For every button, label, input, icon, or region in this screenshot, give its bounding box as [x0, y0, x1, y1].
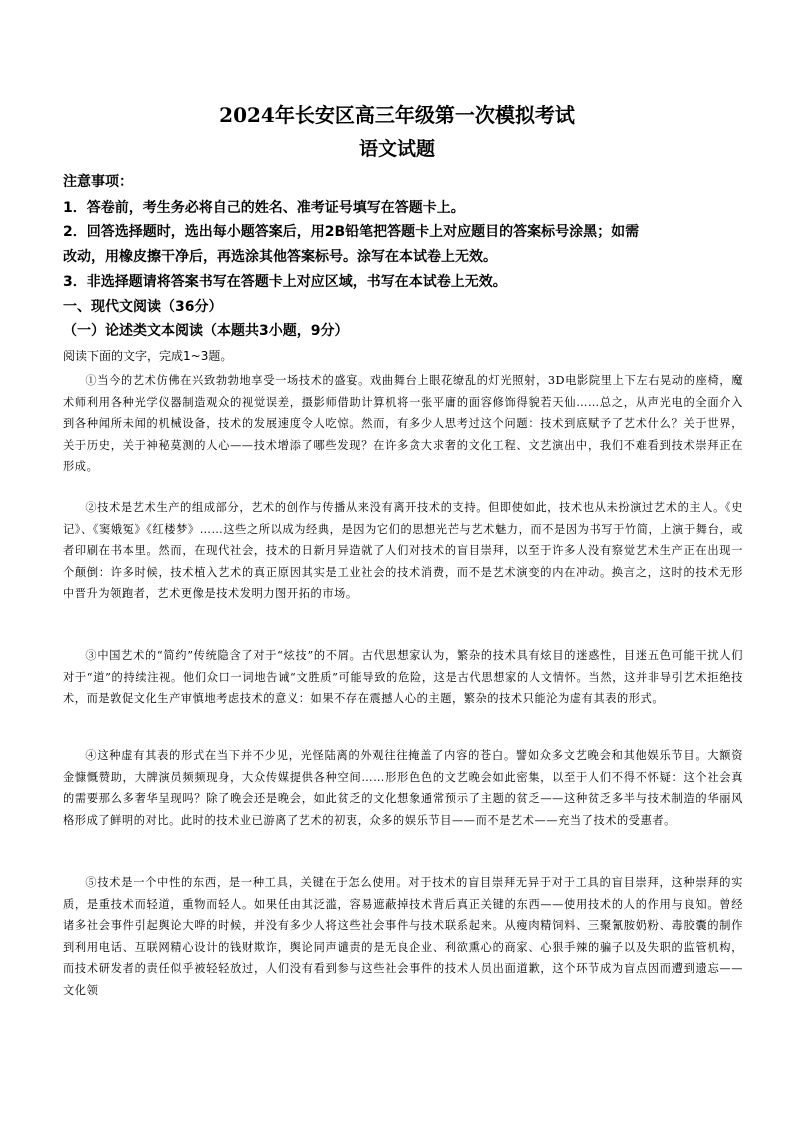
passage-paragraph-4: ④这种虚有其表的形式在当下并不少见，光怪陆离的外观往往掩盖了内容的苍白。譬如众多文艺晚会和其他娱乐节目。大额资金慷慨赞助，大牌演员频频现身，大众传媒提供各种空间……形形色色的文艺晚会如此密集，以至于人们不得不怀疑：这个社会真的需要那么多奢华呈现吗？除了晚会还是晚会，如此贫乏的文化想象通常预示了主题的贫乏——这种贫乏多半与技术制造的华丽风格形成了鲜明的对比。此时的技术业已游离了艺术的初衷，众多的娱乐节目——而不是艺术——充当了技术的受惠者。: [63, 749, 743, 827]
section-heading: 一、现代文阅读（36分）: [63, 299, 223, 315]
notice-item-2-line-2: 改动，用橡皮擦干净后，再选涂其他答案标号。涂写在本试卷上无效。: [63, 249, 497, 265]
exam-subtitle: 语文试题: [358, 138, 435, 160]
passage-paragraph-3: ③中国艺术的“简约”传统隐含了对于“炫技”的不屑。古代思想家认为，繁杂的技术具有炫目的迷惑性，目迷五色可能干扰人们对于“道”的持续注视。他们众口一词地告诫“文胜质”可能导致的危险，这是古代思想家的人文情怀。当然，这并非导引艺术拒绝技术，而是敦促文化生产审慎地考虑技术的意义：如果不存在震撼人心的主题，繁杂的技术只能沦为虚有其表的形式。: [63, 649, 743, 706]
notice-item-1: 1．答卷前，考生务必将自己的姓名、准考证号填写在答题卡上。: [63, 200, 465, 216]
passage-paragraph-5: ⑤技术是一个中性的东西，是一种工具，关键在于怎么使用。对于技术的盲目崇拜无异于对于工具的盲目崇拜，这种崇拜的实质，是重技术而轻道，重物而轻人。如果任由其泛滥，容易遮蔽掉技术背后真正关键的东西——使用技术的人的作用与良知。曾经诸多社会事件引起舆论大哗的时候，并没有多少人将这些社会事件与技术联系起来。从瘦肉精饲料、三聚氰胺奶粉、毒胶囊的制作到利用电话、互联网精心设计的钱财欺诈，舆论同声谴责的是无良企业、利欲熏心的商家、心狠手辣的骗子以及失职的监管机构，而技术研发者的责任似乎被轻轻放过，人们没有看到参与这些社会事件的技术人员出面道歉，这个环节成为盲点因而遭到遗忘——文化领: [63, 876, 743, 997]
notice-item-3: 3．非选择题请将答案书写在答题卡上对应区域，书写在本试卷上无效。: [63, 274, 507, 290]
notice-item-2-line-1: 2．回答选择题时，选出每小题答案后，用2B铅笔把答题卡上对应题目的答案标号涂黑；如需: [63, 224, 640, 240]
passage-paragraph-1: ①当今的艺术仿佛在兴致勃勃地享受一场技术的盛宴。戏曲舞台上眼花缭乱的灯光照射，3D电影院里上下左右晃动的座椅，魔术师利用各种光学仪器制造观众的视觉误差，摄影师借助计算机将一张平庸的面容修饰得貌若天仙……总之，从声光电的全面介入到各种闻所未闻的机械设备，技术的发展速度令人吃惊。然而，有多少人思考过这个问题：技术到底赋予了艺术什么？关于世界，关于历史，关于神秘莫测的人心——技术增添了哪些发现？在许多贪大求奢的文化工程、文艺演出中，我们不难看到技术崇拜正在形成。: [63, 374, 743, 474]
notice-heading: 注意事项：: [63, 174, 133, 190]
reading-instruction: 阅读下面的文字，完成1~3题。: [63, 349, 233, 363]
exam-title: 2024年长安区高三年级第一次模拟考试: [219, 103, 575, 127]
passage-paragraph-2: ②技术是艺术生产的组成部分，艺术的创作与传播从来没有离开技术的支持。但即使如此，技术也从未扮演过艺术的主人。《史记》、《窦娥冤》《红楼梦》……这些之所以成为经典，是因为它们的思想光芒与艺术魅力，而不是因为书写于竹简，上演于舞台，或者印刷在书本里。然而，在现代社会，技术的日新月异造就了人们对技术的盲目崇拜，以至于许多人没有察觉艺术生产正在出现一个颠倒：许多时候，技术植入艺术的真正原因其实是工业社会的技术消费，而不是艺术演变的内在冲动。换言之，这时的技术无形中晋升为领跑者，艺术更像是技术发明力图开拓的市场。: [63, 501, 743, 601]
section-subheading: （一）论述类文本阅读（本题共3小题，9分）: [63, 323, 349, 339]
